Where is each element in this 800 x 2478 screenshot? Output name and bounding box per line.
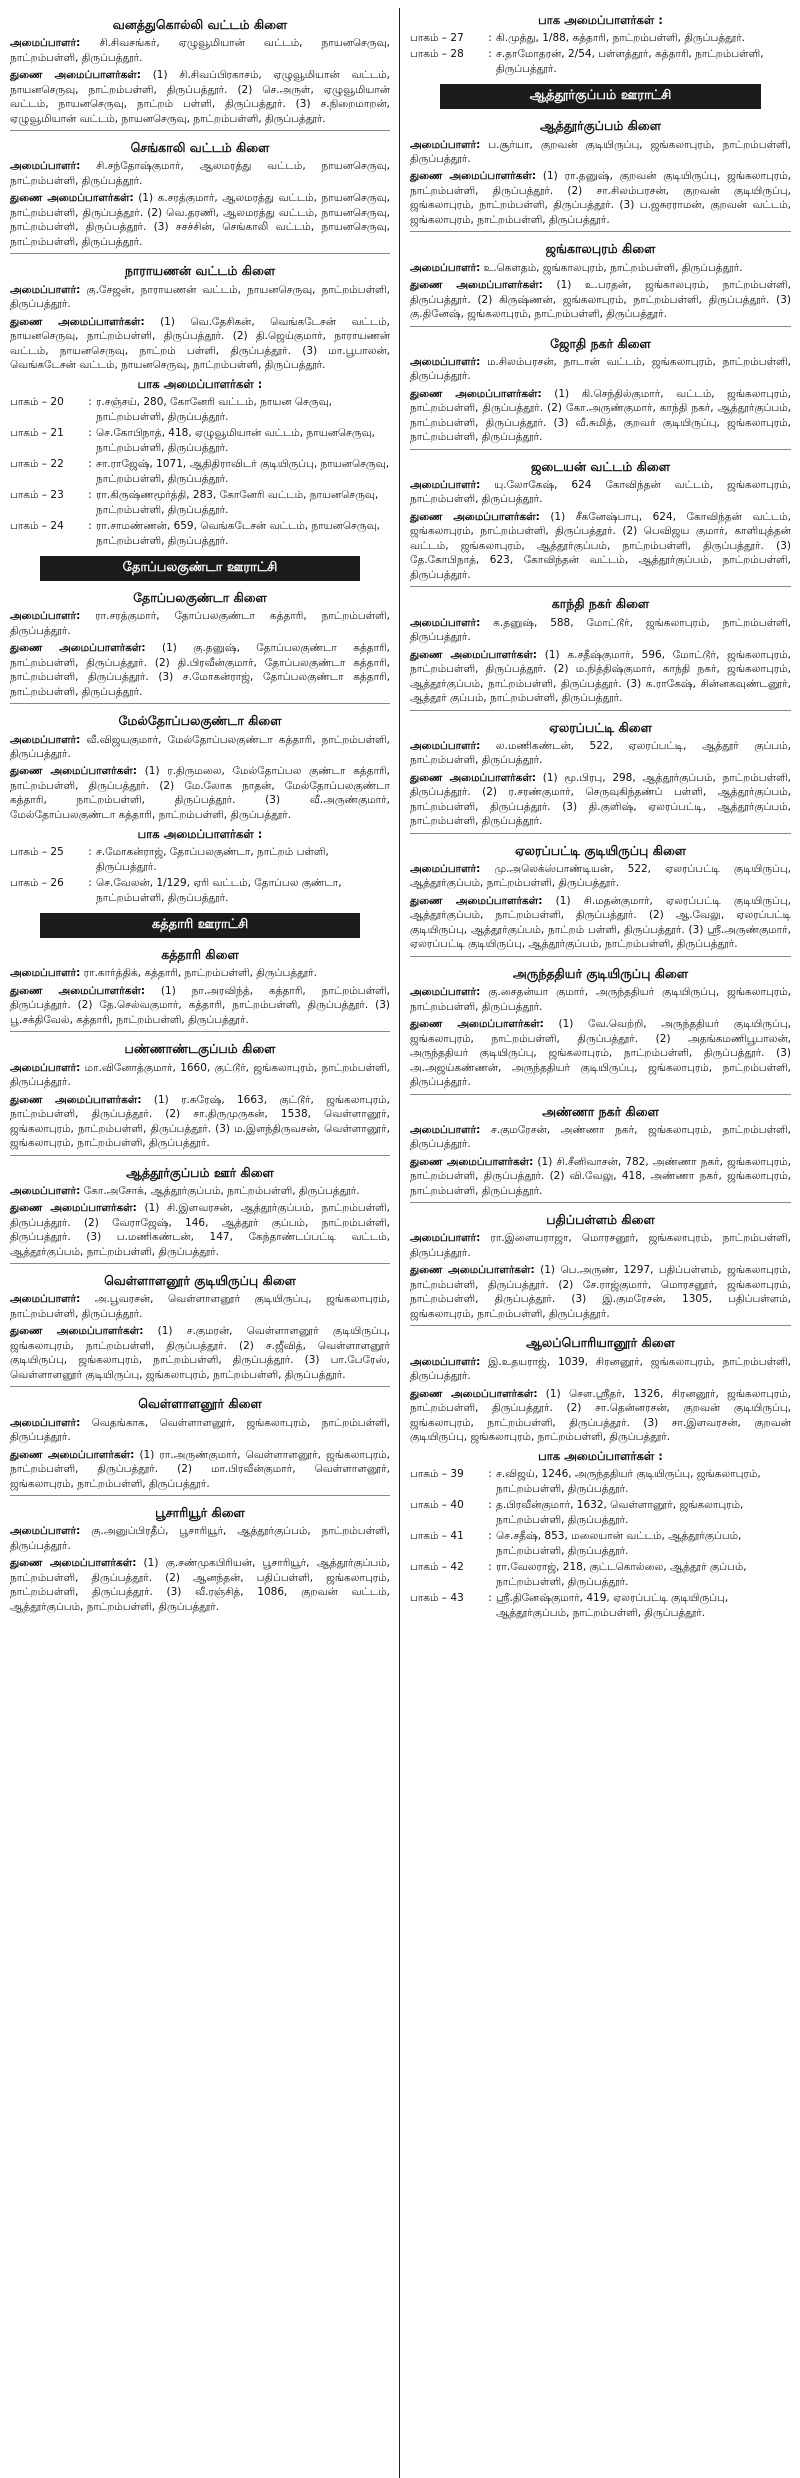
booth-heading: பாக அமைப்பாளர்கள் : <box>137 827 263 842</box>
booth-number: பாகம் – 39 <box>410 1468 464 1481</box>
secretary-label: அமைப்பாளர்: <box>410 479 481 491</box>
secretary-entry <box>10 966 390 980</box>
deputies-entry <box>10 1448 390 1491</box>
booth-row: பாகம் – 22 : சா.ராஜேஷ், 1071, ஆதிதிராவிடர் குடியிருப்பு, நாயனசெருவு, நாட்றம்பள்ளி, திருப்பத்தூர். <box>10 457 390 488</box>
booth-number: பாகம் – 21 <box>10 427 64 440</box>
deputies-text: (1) பெ.அருண், 1297, பதிப்பள்ளம், ஜங்கலாபுரம், நாட்றம்பள்ளி, திருப்பத்தூர். (2) சே.ராஜ்குமார், மொரசனூர், ஜங்கலாபுரம், நாட்றம்பள்ளி, திருப்பத்தூர். (3) இ.குமரேசன், 1305, பதிப்பள்ளம், ஜங்கலாபுரம், நாட்றம்பள்ளி, திருப்பத்தூர். <box>410 1264 791 1320</box>
secretary-entry <box>410 985 791 1014</box>
section-divider <box>410 1325 791 1326</box>
left-column <box>0 8 400 2478</box>
booth-text: செ.கோபிநாத், 418, ஏழுவூமியான் வட்டம், நாயனசெருவு, நாட்றம்பள்ளி, திருப்பத்தூர். <box>96 427 375 454</box>
secretary-text: ரா.இளையராஜா, மொரசனூர், ஜங்கலாபுரம், நாட்றம்பள்ளி, திருப்பத்தூர். <box>410 1232 791 1259</box>
secretary-text: மு.அலெக்ஸ்பாண்டியன், 522, ஏலரப்பட்டி குடியிருப்பு, ஆத்தூர்குப்பம், நாட்றம்பள்ளி, திருப்பத்தூர். <box>410 862 791 890</box>
booth-number: பாகம் – 27 <box>410 31 464 44</box>
deputies-entry <box>410 894 791 952</box>
deputies-text: (1) வே.வெற்றி, அருந்ததியர் குடியிருப்பு, ஜங்கலாபுரம், நாட்றம்பள்ளி, திருப்பத்தூர். (2) அதங்கமணிபூபாலன், அருந்ததியர் குடியிருப்பு, ஜங்கலாபுரம், நாட்றம்பள்ளி, திருப்பத்தூர். (3) அ.அஜய்கண்ணன், அருந்ததியர் குடியிருப்பு, ஜங்கலாபுரம், நாட்றம்பள்ளி, திருப்பத்தூர். <box>410 1018 791 1089</box>
secretary-text: க.தனுஷ், 588, மோட்டூர், ஜங்கலாபுரம், நாட்றம்பள்ளி, திருப்பத்தூர். <box>410 616 791 644</box>
section-divider <box>10 1155 390 1156</box>
section-divider <box>10 130 390 131</box>
booth-text: செ.வேலன், 1/129, ஏரி வட்டம், தோப்பல குண்டா, நாட்றம்பள்ளி, திருப்பத்தூர். <box>96 877 342 904</box>
secretary-entry <box>410 1231 791 1260</box>
secretary-entry <box>410 261 791 275</box>
secretary-text: கோ.அசோக், ஆத்தூர்குப்பம், நாட்றம்பள்ளி, திருப்பத்தூர். <box>80 1184 360 1197</box>
deputies-label: துணை அமைப்பாளர்கள்: <box>410 510 540 523</box>
booth-text: ச.தாமோதரன், 2/54, பள்ளத்தூர், கத்தாரி, நாட்றம்பள்ளி, திருப்பத்தூர். <box>496 48 764 75</box>
secretary-text: ச.குமரேசன், அண்ணா நகர், ஜங்கலாபுரம், நாட்றம்பள்ளி, திருப்பத்தூர். <box>410 1123 791 1151</box>
secretary-entry <box>10 283 390 312</box>
deputies-label: துணை அமைப்பாளர்கள்: <box>10 1325 144 1338</box>
secretary-text: ப.சூர்யா, குறவன் குடியிருப்பு, ஜங்கலாபுரம், நாட்றம்பள்ளி, திருப்பத்தூர். <box>410 138 791 165</box>
secretary-text: கு.அனுப்பிரதீப், பூசாரியூர், ஆத்தூர்குப்பம், நாட்றம்பள்ளி, திருப்பத்தூர். <box>10 1525 390 1552</box>
secretary-entry <box>410 616 791 645</box>
secretary-label: அமைப்பாளர்: <box>10 1184 81 1197</box>
secretary-label: அமைப்பாளர்: <box>10 1061 81 1074</box>
deputies-text: (1) சி.சீனிவாசன், 782, அண்ணா நகர், ஜங்கலாபுரம், நாட்றம்பள்ளி, திருப்பத்தூர். (2) வி.வேலு, 418, அண்ணா நகர், ஜங்கலாபுரம், நாட்றம்பள்ளி, திருப்பத்தூர். <box>410 1155 792 1197</box>
deputies-entry <box>10 315 390 373</box>
secretary-label: அமைப்பாளர்: <box>410 616 481 629</box>
deputies-text: (1) கி.செந்தில்குமார், வட்டம், ஜங்கலாபுரம், நாட்றம்பள்ளி, திருப்பத்தூர். (2) கோ.அருண்குமார், காந்தி நகர், ஆத்தூர்குப்பம், நாட்றம்பள்ளி, திருப்பத்தூர். (3) வீ.சுமித், குறவர் குடியிருப்பு, ஜங்கலாபுரம், நாட்றம்பள்ளி, திருப்பத்தூர். <box>410 387 792 444</box>
branch-title: ஜோதி நகர் கிளை <box>550 335 651 351</box>
branch-title: பண்ணாண்டகுப்பம் கிளை <box>124 1041 276 1057</box>
secretary-text: ரா.கார்த்திக், கத்தாரி, நாட்றம்பள்ளி, திருப்பத்தூர். <box>80 967 317 980</box>
branch-title: மேல்தோப்பலகுண்டா கிளை <box>118 713 282 729</box>
deputies-text: (1) ரா.அருண்குமார், வெள்ளாளனூர், ஜங்கலாபுரம், நாட்றம்பள்ளி, திருப்பத்தூர். (2) மா.பிரவீன்குமார், வெள்ளாளனூர், ஜங்கலாபுரம், நாட்றம்பள்ளி, திருப்பத்தூர். <box>10 1448 390 1490</box>
branch-title: தோப்பலகுண்டா கிளை <box>133 590 267 606</box>
booth-text: ச.மோகன்ராஜ், தோப்பலகுண்டா, நாட்றம் பள்ளி, திருப்பத்தூர். <box>96 846 329 873</box>
deputies-entry <box>410 1017 791 1089</box>
booth-text: கி.முத்து, 1/88, கத்தாரி, நாட்றம்பள்ளி, திருப்பத்தூர். <box>496 31 746 44</box>
booth-row: பாகம் – 27 : கி.முத்து, 1/88, கத்தாரி, நாட்றம்பள்ளி, திருப்பத்தூர். <box>410 31 791 47</box>
secretary-entry <box>410 1123 791 1152</box>
deputies-entry <box>10 984 390 1027</box>
secretary-label: அமைப்பாளர்: <box>10 733 81 746</box>
secretary-entry <box>10 36 390 65</box>
section-divider <box>410 231 791 232</box>
secretary-text: வீ.விஜயகுமார், மேல்தோப்பலகுண்டா கத்தாரி, நாட்றம்பள்ளி, திருப்பத்தூர். <box>10 733 390 760</box>
panchayat-banner: ஆத்தூர்குப்பம் ஊராட்சி <box>440 84 760 109</box>
section-divider <box>410 449 791 450</box>
booth-row: பாகம் – 39 : ச.விஜய், 1246, அருந்ததியர் குடியிருப்பு, ஜங்கலாபுரம், நாட்றம்பள்ளி, திருப்பத்தூர். <box>410 1467 791 1498</box>
secretary-text: மா.வினோத்குமார், 1660, குட்டூர், ஜங்கலாபுரம், நாட்றம்பள்ளி, திருப்பத்தூர். <box>10 1061 390 1089</box>
booth-text: ஸ்ரீ.தினேஷ்குமார், 419, ஏலரப்பட்டி குடியிருப்பு, ஆத்தூர்குப்பம், நாட்றம்பள்ளி, திருப்பத்தூர். <box>496 1592 729 1619</box>
secretary-entry <box>410 1355 791 1384</box>
secretary-label: அமைப்பாளர்: <box>410 1355 481 1368</box>
section-divider <box>410 586 791 587</box>
secretary-label: அமைப்பாளர்: <box>10 967 81 980</box>
branch-title: பதிப்பள்ளம் கிளை <box>546 1212 655 1228</box>
booth-row: பாகம் – 43 : ஸ்ரீ.தினேஷ்குமார், 419, ஏலரப்பட்டி குடியிருப்பு, ஆத்தூர்குப்பம், நாட்றம்பள்ளி, திருப்பத்தூர். <box>410 1591 791 1622</box>
deputies-text: (1) கு.தனுஷ், தோப்பலகுண்டா கத்தாரி, நாட்றம்பள்ளி, திருப்பத்தூர். (2) தி.பிரவீன்குமார், தோப்பலகுண்டா கத்தாரி, நாட்றம்பள்ளி, திருப்பத்தூர். (3) ச.மோகன்ராஜ், தோப்பலகுண்டா கத்தாரி, நாட்றம்பள்ளி, திருப்பத்தூர். <box>10 642 391 698</box>
booth-number: பாகம் – 22 <box>10 458 64 471</box>
deputies-label: துணை அமைப்பாளர்கள்: <box>410 771 537 784</box>
secretary-text: யு.லோகேஷ், 624 கோவிந்தன் வட்டம், ஜங்கலாபுரம், நாட்றம்பள்ளி, திருப்பத்தூர். <box>410 479 791 506</box>
booth-table <box>410 31 791 78</box>
booth-text: செ.சதீஷ், 853, மலையான் வட்டம், ஆத்தூர்குப்பம், நாட்றம்பள்ளி, திருப்பத்தூர். <box>496 1530 742 1557</box>
deputies-label: துணை அமைப்பாளர்கள்: <box>410 170 537 183</box>
branch-title: வனத்துகொல்லி வட்டம் கிளை <box>112 17 288 32</box>
deputies-text: (1) வெ.தேசிகன், வெங்கடேசன் வட்டம், நாயனசெருவு, நாட்றம்பள்ளி, திருப்பத்தூர். (2) தி.ஜெய்குமார், நாராயணன் வட்டம், நாயனசெருவு, நாட்றம் பள்ளி, திருப்பத்தூர். (3) மா.பூபாலன், வெங்கடேசன் வட்டம், நாயனசெருவு, நாட்றம்பள்ளி, திருப்பத்தூர். <box>10 315 390 371</box>
booth-row: பாகம் – 20 : ர.சஞ்சய், 280, கோனேரி வட்டம், நாயன செருவு, நாட்றம்பள்ளி, திருப்பத்தூர். <box>10 395 390 426</box>
deputies-entry <box>410 510 791 582</box>
booth-text: சா.ராஜேஷ், 1071, ஆதிதிராவிடர் குடியிருப்பு, நாயனசெருவு, நாட்றம்பள்ளி, திருப்பத்தூர். <box>96 458 390 485</box>
deputies-text: (1) சி.மதன்குமார், ஏலரப்பட்டி குடியிருப்பு, ஆத்தூர்குப்பம், நாட்றம்பள்ளி, திருப்பத்தூர். (2) ஆ.வேலு, ஏலரப்பட்டி குடியிருப்பு, ஆத்தூர்குப்பம், நாட்றம் பள்ளி, திருப்பத்தூர். (3) ஸ்ரீ.அருண்குமார், ஏலரப்பட்டி குடியிருப்பு, ஆத்தூர்குப்பம், நாட்றம்பள்ளி, திருப்பத்தூர். <box>410 894 791 951</box>
booth-row: பாகம் – 21 : செ.கோபிநாத், 418, ஏழுவூமியான் வட்டம், நாயனசெருவு, நாட்றம்பள்ளி, திருப்பத்தூர். <box>10 426 390 457</box>
deputies-label: துணை அமைப்பாளர்கள்: <box>10 765 137 778</box>
secretary-text: கு.சேஜன், நாராயணன் வட்டம், நாயனசெருவு, நாட்றம்பள்ளி, திருப்பத்தூர். <box>10 283 390 311</box>
branch-title: கத்தாரி கிளை <box>161 947 239 963</box>
deputies-entry <box>410 648 791 706</box>
deputies-text: (1) மூ.பிரபு, 298, ஆத்தூர்குப்பம், நாட்றம்பள்ளி, திருப்பத்தூர். (2) ர.சரண்குமார், செருவுகிந்தண்ப் பள்ளி, ஆத்தூர்குப்பம், நாட்றம்பள்ளி, திருப்பத்தூர். (3) தி.குளிஷ், ஏலரப்பட்டி, ஆத்தூர்குப்பம், நாட்றம்பள்ளி, திருப்பத்தூர். <box>410 771 791 828</box>
deputies-label: துணை அமைப்பாளர்கள்: <box>410 894 543 907</box>
secretary-text: அ.பூவரசன், வெள்ளாளனூர் குடியிருப்பு, ஜங்கலாபுரம், நாட்றம்பள்ளி, திருப்பத்தூர். <box>10 1293 390 1320</box>
deputies-label: துணை அமைப்பாளர்கள்: <box>10 984 146 997</box>
deputies-entry <box>410 1387 791 1445</box>
right-column <box>400 8 800 2478</box>
deputies-label: துணை அமைப்பாளர்கள்: <box>410 387 542 400</box>
section-divider <box>10 253 390 254</box>
section-divider <box>410 710 791 711</box>
secretary-entry <box>410 355 791 384</box>
secretary-entry <box>10 1524 390 1553</box>
booth-row: பாகம் – 24 : ரா.சாமண்ணன், 659, வெங்கடேசன் வட்டம், நாயனசெருவு, நாட்றம்பள்ளி, திருப்பத்தூர். <box>10 519 390 550</box>
secretary-entry <box>410 478 791 507</box>
booth-row: பாகம் – 25 : ச.மோகன்ராஜ், தோப்பலகுண்டா, நாட்றம் பள்ளி, திருப்பத்தூர். <box>10 845 390 876</box>
booth-number: பாகம் – 23 <box>10 489 64 502</box>
branch-title: நாராயணன் வட்டம் கிளை <box>124 263 276 279</box>
deputies-entry <box>10 1324 390 1382</box>
deputies-entry <box>10 68 390 126</box>
secretary-text: ம.சிலம்பரசன், நாடான் வட்டம், ஜங்கலாபுரம், நாட்றம்பள்ளி, திருப்பத்தூர். <box>410 355 791 383</box>
secretary-entry <box>10 159 390 188</box>
secretary-label: அமைப்பாளர்: <box>410 986 481 999</box>
deputies-entry <box>410 771 791 829</box>
branch-title: ஜங்காலபுரம் கிளை <box>545 241 656 257</box>
booth-heading: பாக அமைப்பாளர்கள் : <box>538 13 663 27</box>
branch-title: ஆலப்பொரியானூர் கிளை <box>526 1335 675 1351</box>
section-divider <box>10 703 390 704</box>
secretary-text: உ.கௌதம், ஜங்காலபுரம், நாட்றம்பள்ளி, திருப்பத்தூர். <box>480 261 743 274</box>
deputies-entry <box>410 169 791 227</box>
secretary-entry <box>410 739 791 768</box>
deputies-text: (1) சி.சிவப்பிரகாசம், ஏழுவூமியான் வட்டம், நாயனசெருவு, நாட்றம்பள்ளி, திருப்பத்தூர். (2) செ.அருள், ஏழுவூமியான் வட்டம், நாயனசெருவு, நாட்றம் பள்ளி, திருப்பத்தூர். (3) ச.நிறைமாறன், ஏழுவூமியான் வட்டம், நாயனசெருவு, நாட்றம்பள்ளி, திருப்பத்தூர். <box>10 69 390 125</box>
booth-text: ரா.கிருஷ்ணமூர்த்தி, 283, கோனேரி வட்டம், நாயனசெருவு, நாட்றம்பள்ளி, திருப்பத்தூர். <box>96 489 379 516</box>
booth-text: த.பிரவீன்குமார், 1632, வெள்ளானூர், ஜங்கலாபுரம், நாட்றம்பள்ளி, திருப்பத்தூர். <box>496 1499 744 1526</box>
deputies-text: (1) க.சதீஷ்குமார், 596, மோட்டூர், ஜங்கலாபுரம், நாட்றம்பள்ளி, திருப்பத்தூர். (2) ம.நித்திஷ்குமார், காந்தி நகர், ஜங்கலாபுரம், ஆத்தூர்குப்பம், நாட்றம்பள்ளி, திருப்பத்தூர். (3) க.ராகேஷ், சின்னகவுண்டனூர், ஆத்தூர் குப்பம், நாட்றம்பள்ளி, திருப்பத்தூர். <box>410 648 791 705</box>
secretary-entry <box>10 1416 390 1445</box>
deputies-entry <box>10 1556 390 1614</box>
booth-row: பாகம் – 40 : த.பிரவீன்குமார், 1632, வெள்ளானூர், ஜங்கலாபுரம், நாட்றம்பள்ளி, திருப்பத்தூர். <box>410 1498 791 1529</box>
section-divider <box>10 1495 390 1496</box>
booth-number: பாகம் – 28 <box>410 48 464 61</box>
deputies-text: (1) ச.குமரன், வெள்ளாளனூர் குடியிருப்பு, ஜங்கலாபுரம், நாட்றம்பள்ளி, திருப்பத்தூர். (2) ச.ஜீவித், வெள்ளாளனூர் குடியிருப்பு, ஜங்கலாபுரம், நாட்றம்பள்ளி, திருப்பத்தூர். (3) பா.பேரேஸ், வெள்ளாளனூர் குடியிருப்பு, ஜங்கலாபுரம், நாட்றம்பள்ளி, திருப்பத்தூர். <box>10 1325 390 1381</box>
deputies-label: துணை அமைப்பாளர்கள்: <box>410 648 537 661</box>
booth-number: பாகம் – 20 <box>10 396 64 409</box>
deputies-label: துணை அமைப்பாளர்கள்: <box>410 1387 538 1400</box>
deputies-entry <box>410 278 791 321</box>
secretary-label: அமைப்பாளர்: <box>410 138 481 151</box>
deputies-text: (1) சீகனேஷ்பாபு, 624, கோவிந்தன் வட்டம், ஜங்கலாபுரம், நாட்றம்பள்ளி, திருப்பத்தூர். (2) பெவிஜய குமார், காளியுத்தன் வட்டம், ஜங்கலாபுரம், ஆத்தூர்குப்பம், நாட்றம்பள்ளி, திருப்பத்தூர். (3) தே.கோபிநாத், 623, கோவிந்தன் வட்டம், ஆத்தூர்குப்பம், நாட்றம்பள்ளி, திருப்பத்தூர். <box>410 510 791 581</box>
section-divider <box>10 1386 390 1387</box>
section-divider <box>10 1031 390 1032</box>
deputies-text: (1) நா.அரவிந்த், கத்தாரி, நாட்றம்பள்ளி, திருப்பத்தூர். (2) தே.செல்வகுமார், கத்தாரி, நாட்றம்பள்ளி, திருப்பத்தூர். (3) பூ.சக்திவேல், கத்தாரி, நாட்றம்பள்ளி, திருப்பத்தூர். <box>10 984 390 1026</box>
secretary-entry <box>10 1184 390 1198</box>
deputies-label: துணை அமைப்பாளர்கள்: <box>10 1448 135 1461</box>
secretary-text: இ.உதயராஜ், 1039, சிரனனூர், ஜங்கலாபுரம், நாட்றம்பள்ளி, திருப்பத்தூர். <box>410 1355 791 1383</box>
booth-table <box>410 1467 791 1622</box>
booth-number: பாகம் – 24 <box>10 520 64 533</box>
deputies-entry <box>410 1155 791 1198</box>
secretary-label: அமைப்பாளர்: <box>410 261 481 274</box>
deputies-label: துணை அமைப்பாளர்கள்: <box>410 279 543 292</box>
booth-text: ரா.வேலராஜ், 218, குட்டகொல்லை, ஆத்தூர் குப்பம், நாட்றம்பள்ளி, திருப்பத்தூர். <box>496 1561 747 1588</box>
branch-title: அருந்ததியர் குடியிருப்பு கிளை <box>512 965 689 981</box>
deputies-entry <box>10 1201 390 1259</box>
secretary-entry <box>10 609 390 638</box>
secretary-label: அமைப்பாளர்: <box>10 160 81 173</box>
booth-number: பாகம் – 41 <box>410 1530 464 1543</box>
secretary-text: ரா.சரத்குமார், தோப்பலகுண்டா கத்தாரி, நாட்றம்பள்ளி, திருப்பத்தூர். <box>10 610 390 637</box>
deputies-entry <box>410 387 791 445</box>
booth-number: பாகம் – 25 <box>10 846 64 859</box>
secretary-label: அமைப்பாளர்: <box>410 862 481 875</box>
secretary-label: அமைப்பாளர்: <box>10 610 81 623</box>
deputies-entry <box>10 1093 390 1151</box>
branch-title: பூசாரியூர் கிளை <box>155 1505 245 1520</box>
deputies-label: துணை அமைப்பாளர்கள்: <box>10 69 141 82</box>
deputies-label: துணை அமைப்பாளர்கள்: <box>10 1202 137 1215</box>
secretary-text: சி.சிவசங்கர், ஏழுவூமியான் வட்டம், நாயனசெருவு, நாட்றம்பள்ளி, திருப்பத்தூர். <box>10 37 390 64</box>
secretary-label: அமைப்பாளர்: <box>410 1232 481 1245</box>
branch-title: ஜடையன் வட்டம் கிளை <box>530 458 670 474</box>
booth-heading: பாக அமைப்பாளர்கள் : <box>137 377 263 392</box>
deputies-text: (1) ர.சுரேஷ், 1663, குட்டூர், ஜங்கலாபுரம், நாட்றம்பள்ளி, திருப்பத்தூர். (2) சா.திருமுருகன், 1538, வெள்ளானூர், ஜங்கலாபுரம், நாட்றம்பள்ளி, திருப்பத்தூர். (3) ம.இளந்திருவசன், வெள்ளானூர், ஜங்கலாபுரம், நாட்றம்பள்ளி, திருப்பத்தூர். <box>10 1093 390 1150</box>
deputies-label: துணை அமைப்பாளர்கள்: <box>10 1557 137 1570</box>
branch-title: செங்காலி வட்டம் கிளை <box>130 140 270 156</box>
booth-row: பாகம் – 26 : செ.வேலன், 1/129, ஏரி வட்டம், தோப்பல குண்டா, நாட்றம்பள்ளி, திருப்பத்தூர். <box>10 876 390 907</box>
secretary-label: அமைப்பாளர்: <box>10 1293 81 1306</box>
section-divider <box>410 326 791 327</box>
deputies-label: துணை அமைப்பாளர்கள்: <box>10 642 146 655</box>
secretary-label: அமைப்பாளர்: <box>410 355 481 368</box>
secretary-label: அமைப்பாளர்: <box>10 37 81 50</box>
branch-title: வெள்ளாளனூர் கிளை <box>138 1396 262 1412</box>
booth-number: பாகம் – 43 <box>410 1592 464 1605</box>
booth-text: ச.விஜய், 1246, அருந்ததியர் குடியிருப்பு, ஜங்கலாபுரம், நாட்றம்பள்ளி, திருப்பத்தூர். <box>496 1468 761 1495</box>
booth-text: ர.சஞ்சய், 280, கோனேரி வட்டம், நாயன செருவு, நாட்றம்பள்ளி, திருப்பத்தூர். <box>96 396 332 423</box>
secretary-text: வெதங்காக, வெள்ளாளனூர், ஜங்கலாபுரம், நாட்றம்பள்ளி, திருப்பத்தூர். <box>10 1416 390 1444</box>
branch-title: ஆத்தூர்குப்பம் கிளை <box>539 118 662 134</box>
secretary-label: அமைப்பாளர்: <box>10 283 81 296</box>
branch-title: காந்தி நகர் கிளை <box>551 596 650 612</box>
deputies-text: (1) க.சரத்குமார், ஆலமரத்து வட்டம், நாயனசெருவு, நாட்றம்பள்ளி, திருப்பத்தூர். (2) வெ.தரணி, ஆலமரத்து வட்டம், நாயனசெருவு, நாட்றம்பள்ளி, திருப்பத்தூர். (3) சசச்சின், செங்காலி வட்டம், நாயனசெருவு, நாட்றம்பள்ளி, திருப்பத்தூர். <box>10 192 390 248</box>
branch-title: ஆத்தூர்குப்பம் ஊர் கிளை <box>126 1164 274 1180</box>
booth-row: பாகம் – 41 : செ.சதீஷ், 853, மலையான் வட்டம், ஆத்தூர்குப்பம், நாட்றம்பள்ளி, திருப்பத்தூர். <box>410 1529 791 1560</box>
deputies-text: (1) ரா.தனுஷ், குறவன் குடியிருப்பு, ஜங்கலாபுரம், நாட்றம்பள்ளி, திருப்பத்தூர். (2) சா.சிலம்பரசன், குறவன் குடியிருப்பு, ஜங்கலாபுரம், நாட்றம்பள்ளி, திருப்பத்தூர். (3) ப.ஜசுரராமன், குறவன் வட்டம், ஜங்கலாபுரம், நாட்றம்பள்ளி, திருப்பத்தூர். <box>410 170 792 226</box>
deputies-label: துணை அமைப்பாளர்கள்: <box>410 1155 534 1168</box>
secretary-text: சி.சந்தோஷ்குமார், ஆலமரத்து வட்டம், நாயனசெருவு, நாட்றம்பள்ளி, திருப்பத்தூர். <box>10 160 390 187</box>
deputies-entry <box>10 764 390 822</box>
booth-number: பாகம் – 26 <box>10 877 64 890</box>
booth-number: பாகம் – 42 <box>410 1561 464 1574</box>
booth-row: பாகம் – 28 : ச.தாமோதரன், 2/54, பள்ளத்தூர், கத்தாரி, நாட்றம்பள்ளி, திருப்பத்தூர். <box>410 47 791 78</box>
branch-title: ஏலரப்பட்டி கிளை <box>549 719 652 735</box>
branch-title: வெள்ளாளனூர் குடியிருப்பு கிளை <box>104 1273 296 1289</box>
secretary-entry <box>410 862 791 891</box>
deputies-label: துணை அமைப்பாளர்கள்: <box>10 315 145 328</box>
deputies-label: துணை அமைப்பாளர்கள்: <box>10 1093 142 1106</box>
deputies-label: துணை அமைப்பாளர்கள்: <box>410 1018 544 1031</box>
booth-table <box>10 395 390 550</box>
secretary-label: அமைப்பாளர்: <box>10 1525 81 1538</box>
booth-text: ரா.சாமண்ணன், 659, வெங்கடேசன் வட்டம், நாயனசெருவு, நாட்றம்பள்ளி, திருப்பத்தூர். <box>96 520 380 547</box>
deputies-label: துணை அமைப்பாளர்கள்: <box>410 1264 535 1277</box>
branch-title: ஏலரப்பட்டி குடியிருப்பு கிளை <box>514 842 687 858</box>
deputies-text: (1) கு.சண்முகபிரியன், பூசாரியூர், ஆத்தூர்குப்பம், நாட்றம்பள்ளி, திருப்பத்தூர். (2) ஆனந்தன், பதிப்பள்ளி, ஜங்கலாபுரம், நாட்றம்பள்ளி, திருப்பத்தூர். (3) வீ.ரஞ்சித், 1086, குறவன் வட்டம், ஆத்தூர்குப்பம், நாட்றம்பள்ளி, திருப்பத்தூர். <box>10 1557 390 1613</box>
deputies-entry <box>410 1263 791 1321</box>
secretary-label: அமைப்பாளர்: <box>10 1416 81 1429</box>
section-divider <box>10 1263 390 1264</box>
booth-row: பாகம் – 23 : ரா.கிருஷ்ணமூர்த்தி, 283, கோனேரி வட்டம், நாயனசெருவு, நாட்றம்பள்ளி, திருப்பத்தூர். <box>10 488 390 519</box>
deputies-entry <box>10 191 390 249</box>
deputies-entry <box>10 641 390 699</box>
secretary-entry <box>10 1061 390 1090</box>
panchayat-banner: தோப்பலகுண்டா ஊராட்சி <box>40 556 359 581</box>
branch-title: அண்ணா நகர் கிளை <box>542 1103 659 1119</box>
secretary-entry <box>10 733 390 762</box>
section-divider <box>410 956 791 957</box>
deputies-text: (1) ர.திருமலை, மேல்தோப்பல குண்டா கத்தாரி, நாட்றம்பள்ளி, திருப்பத்தூர். (2) மே.லோக நாதன், மேல்தோப்பலகுண்டா கத்தாரி, நாட்றம்பள்ளி, திருப்பத்தூர். (3) வீ.அருண்குமார், மேல்தோப்பலகுண்டா கத்தாரி, நாட்றம்பள்ளி, திருப்பத்தூர். <box>10 765 390 821</box>
booth-row: பாகம் – 42 : ரா.வேலராஜ், 218, குட்டகொல்லை, ஆத்தூர் குப்பம், நாட்றம்பள்ளி, திருப்பத்தூர். <box>410 1560 791 1591</box>
deputies-text: (1) சௌ.ஸ்ரீதர், 1326, சிரனனூர், ஜங்கலாபுரம், நாட்றம்பள்ளி, திருப்பத்தூர். (2) சா.தென்னரசன், குறவன் குடியிருப்பு, ஜங்கலாபுரம், நாட்றம்பள்ளி, திருப்பத்தூர். (3) சா.இளவரசன், குறவன் குடியிருப்பு, ஜங்கலாபுரம், நாட்றம்பள்ளி, திருப்பத்தூர். <box>410 1387 792 1443</box>
section-divider <box>410 833 791 834</box>
secretary-entry <box>410 138 791 167</box>
panchayat-banner: கத்தாரி ஊராட்சி <box>40 913 359 938</box>
secretary-entry <box>10 1292 390 1321</box>
section-divider <box>410 1094 791 1095</box>
deputies-text: (1) சி.இளவரசன், ஆத்தூர்குப்பம், நாட்றம்பள்ளி, திருப்பத்தூர். (2) வேராஜேஷ், 146, ஆத்தூர் குப்பம், நாட்றம்பள்ளி, திருப்பத்தூர். (3) ப.மணிகண்டன், 147, கேந்தாண்டப்பட்டி வட்டம், ஆத்தூர்குப்பம், நாட்றம்பள்ளி, திருப்பத்தூர். <box>10 1202 390 1258</box>
booth-number: பாகம் – 40 <box>410 1499 464 1512</box>
booth-heading: பாக அமைப்பாளர்கள் : <box>538 1449 663 1464</box>
secretary-text: கு.சைதன்யா குமார், அருந்ததியர் குடியிருப்பு, ஜங்கலாபுரம், நாட்றம்பள்ளி, திருப்பத்தூர். <box>410 986 791 1013</box>
secretary-label: அமைப்பாளர்: <box>410 1123 481 1136</box>
deputies-label: துணை அமைப்பாளர்கள்: <box>10 192 134 205</box>
deputies-text: (1) உ.பரதன், ஜங்காலபுரம், நாட்றம்பள்ளி, திருப்பத்தூர். (2) கிருஷ்ணன், ஜங்கலாபுரம், நாட்றம்பள்ளி, திருப்பத்தூர். (3) கு.தினேஷ், ஜங்கலாபுரம், நாட்றம்பள்ளி, திருப்பத்தூர். <box>410 279 792 321</box>
secretary-label: அமைப்பாளர்: <box>410 739 481 752</box>
section-divider <box>410 1202 791 1203</box>
secretary-text: ல.மணிகண்டன், 522, ஏலரப்பட்டி, ஆத்தூர் குப்பம், நாட்றம்பள்ளி, திருப்பத்தூர். <box>410 739 791 767</box>
booth-table <box>10 845 390 907</box>
